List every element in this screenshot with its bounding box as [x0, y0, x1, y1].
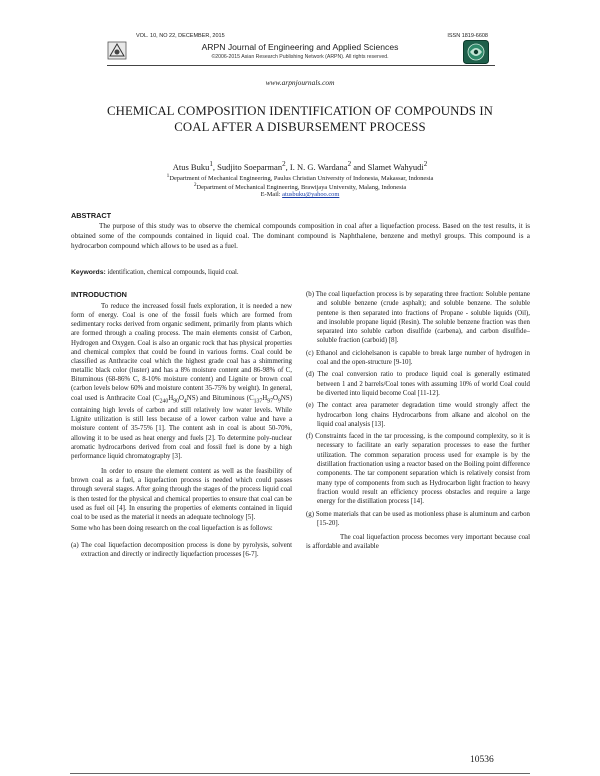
- author-separator: ,: [212, 161, 218, 172]
- paper-title: [70, 103, 530, 135]
- author-affiliation-mark: 2: [282, 160, 286, 168]
- affiliation-mark: 1: [166, 173, 170, 179]
- title-line-1: CHEMICAL COMPOSITION IDENTIFICATION OF COMPOUNDS IN: [106, 104, 494, 118]
- email-line: [0, 190, 600, 199]
- formula-subscript: 9: [278, 397, 281, 404]
- abstract-body: [71, 221, 530, 251]
- affiliation-mark: 2: [193, 182, 197, 188]
- author-name: Atus Buku: [172, 161, 210, 172]
- footer-divider: [70, 773, 530, 774]
- author-separator: ,: [285, 161, 290, 172]
- list-item-d: (d) The coal conversion ratio to produce liquid coal is generally estimated between 1 and 2 barrels/Coal tones with assuming 10% of world Coal could be diverted into liquid become Coal [11-12].: [306, 371, 530, 397]
- author-name: Slamet Wahyudi: [367, 161, 424, 172]
- running-header: [136, 33, 488, 39]
- formula-text: NS) and Bituminous (C: [186, 394, 254, 402]
- intro-paragraph-1: [71, 302, 292, 461]
- list-item-e: (e) The contact area parameter degradation time would strongly affect the hydrocarbon long chains Hydrocarbons from alkane and alcohol on the liquid coal analysis [13].: [306, 402, 530, 428]
- intro-paragraph-tail: The coal liquefaction process becomes very important because coal is affordable and available: [306, 534, 530, 551]
- formula-subscript: 90: [173, 397, 179, 404]
- formula-text: O: [273, 394, 279, 402]
- copyright-notice: ©2006-2015 Asian Research Publishing Network (ARPN). All rights reserved.: [211, 54, 389, 60]
- list-item-c: (c) Ethanol and ciclohelsanon is capable to break large number of hydrogen in coal and the open-structure [9-10].: [306, 349, 530, 367]
- keywords-label: Keywords:: [71, 269, 106, 276]
- journal-url[interactable]: www.arpnjournals.com: [265, 78, 335, 87]
- author-separator: and: [351, 161, 368, 172]
- formula-subscript: 97: [267, 397, 274, 404]
- list-item-b: (b) The coal liquefaction process is by separating three fraction: Soluble pentane and soluble benzene (crude asphalt); and soluble benzene. The soluble pentene is then separated into fractions of Propane - soluble liquids (Oil), and insoluble propane liquid (Resin). The soluble benzene fraction was then separated into soluble carbon disulfide (carbena), and carbon disulfide– soluble fraction (carboid) [8].: [306, 291, 530, 345]
- author-affiliation-mark: 2: [423, 160, 428, 168]
- author-affiliation-mark: 1: [209, 160, 213, 168]
- keywords-text: identification, chemical compounds, liquid coal.: [105, 269, 239, 276]
- author-name: I. N. G. Wardana: [289, 161, 348, 172]
- intro-text: NS) containing high levels of carbon and still relatively low water levels. While Lignite utilization is still less because of a lower carbon value and have a moisture content of 35-75% [1]. The content ash in coal is about 50-70%, allowing it to be used as heat energy and fuels [2]. To determine poly-nuclear aromatic hydrocarbons derived from coal and fossil fuel is done by a high performance liquid chromatography [3].: [71, 394, 292, 460]
- author-name: Sudjito Soeparman: [217, 161, 283, 172]
- list-item-a: (a) The coal liquefaction decomposition process is done by pyrolysis, solvent extraction and directly or indirectly liquefaction processes [6-7].: [71, 542, 292, 559]
- intro-paragraph-3: Some who has been doing research on the coal liquefaction is as follows:: [71, 524, 273, 532]
- right-column: [306, 290, 530, 552]
- publisher-emblem-icon: [463, 40, 489, 64]
- issn: ISSN 1819-6608: [447, 33, 488, 39]
- list-item-f: (f) Constraints faced in the tar processing, is the compound complexity, so it is necessary to facilitate an early separation processes to ease the further utilization. The common separation process used for example is by the distillation fractionation using a reactor based on the Boiling point difference components. The tar component separation which is relatively consist from many type of components from such as Hydrocarbon light fraction to heavy fraction would result an efficiency process obstacles and require a large energy for the distillation process [14].: [306, 433, 530, 506]
- journal-name: ARPN Journal of Engineering and Applied Sciences: [201, 42, 399, 52]
- intro-text: To reduce the increased fossil fuels exploration, it is needed a new form of energy. Coal is one of the fossil fuels which are formed from sedimentary rocks derived from organic sediment, primarily from plants which are formed through a coaling process. The main elements consist of Carbon, Hydrogen and Oxygen. Coal is also an organic rock that has physical properties and chemical complex that could be found in various forms. Coal could be classified as Anthracite coal which the highest grade coal has a shimmering metallic black color (luster) and has a 8% moisture content and 86-98% of C, Bituminous (68-86% C, 8-10% moisture content) and Lignite or brown coal (carbon levels below 60% and moisture content 35-75% by weight). In general, coal used is Anthracite Coal (C: [71, 303, 292, 402]
- arpn-logo-icon: [107, 41, 127, 60]
- volume-info: VOL. 10, NO 22, DECEMBER, 2015: [136, 33, 225, 39]
- formula-text: H: [262, 394, 268, 402]
- affiliation-text: Department of Mechanical Engineering, Paulus Christian University of Indonesia, Makassar, Indonesia: [169, 175, 434, 183]
- list-item-g: (g) Some materials that can be used as motionless phase is aluminum and carbon [15-20].: [306, 510, 530, 527]
- introduction-heading: INTRODUCTION: [71, 290, 127, 299]
- intro-paragraph-2: In order to ensure the element content as well as the feasibility of brown coal as a fuel, a liquefaction process is needed which could passes through several stages. After going through the stages of the process liquid coal is then tested for the physical and chemical properties to ensure that coal can be used as fuel oil [4]. In ensuring the properties of elements contained in liquid coal to be used as the material it needs an adequate technology [5].: [71, 468, 292, 521]
- formula-text: H: [168, 394, 174, 402]
- email-label: E-Mail:: [260, 191, 283, 198]
- formula-subscript: 4: [183, 397, 187, 404]
- title-line-2: COAL AFTER A DISBURSEMENT PROCESS: [174, 120, 426, 134]
- formula-subscript: 240: [159, 397, 169, 404]
- header-divider: [107, 65, 495, 66]
- page-number: 10536: [470, 755, 494, 765]
- affiliation-text: Department of Mechanical Engineering, Brawijaya University, Malang, Indonesia: [196, 184, 407, 192]
- left-column: [71, 302, 292, 559]
- keywords: [71, 269, 531, 276]
- formula-text: O: [178, 394, 184, 402]
- abstract-heading: ABSTRACT: [71, 211, 112, 220]
- formula-subscript: 137: [253, 397, 263, 404]
- author-affiliation-mark: 2: [347, 160, 352, 168]
- email-link[interactable]: atusbuku@yahoo.com: [282, 191, 340, 198]
- abstract-text: The purpose of this study was to observe the chemical compounds composition in coal after a liquefaction process. Based on the test results, it is obtained some of the compounds contained in liquid coal. The dominant compound is Naphthalene, benzene and methyl groups. This compound is a hydrocarbon compound which allows to be used as a fuel.: [71, 222, 530, 250]
- author-list: [0, 160, 600, 172]
